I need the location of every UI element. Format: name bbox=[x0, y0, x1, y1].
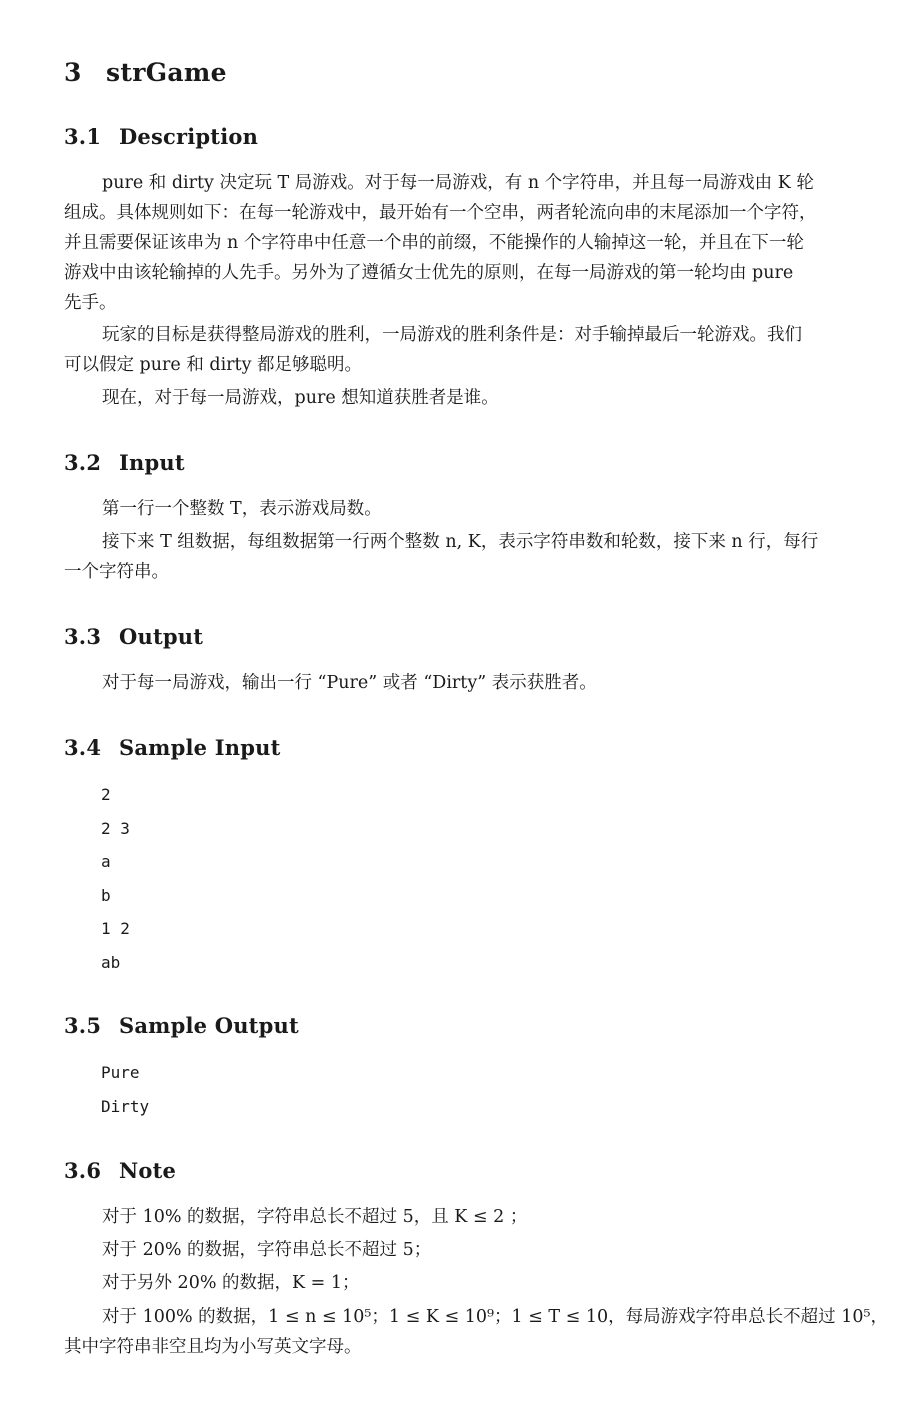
text-line: 一个字符串。 bbox=[64, 562, 169, 582]
description-title: Description bbox=[119, 124, 259, 149]
note-paragraph-4 bbox=[64, 1302, 888, 1362]
note-line-2 bbox=[64, 1235, 856, 1265]
sample-output-title: Sample Output bbox=[119, 1013, 299, 1038]
sample-output-line: Dirty bbox=[101, 1097, 150, 1116]
text-line: 对于 10% 的数据，字符串总长不超过 5，且 K ≤ 2 ； bbox=[102, 1207, 528, 1227]
sample-input-line: 1 2 bbox=[101, 919, 130, 938]
sample-input-line: a bbox=[101, 852, 111, 871]
note-line-3 bbox=[64, 1268, 856, 1298]
input-paragraph-2 bbox=[64, 527, 856, 587]
section-title: strGame bbox=[106, 58, 227, 87]
input-heading bbox=[64, 450, 185, 475]
text-line: 组成。具体规则如下：在每一轮游戏中，最开始有一个空串，两者轮流向串的末尾添加一个字符， bbox=[64, 203, 817, 223]
description-paragraph-1 bbox=[64, 168, 856, 318]
input-number: 3.2 bbox=[64, 450, 102, 475]
section-number: 3 bbox=[64, 58, 82, 87]
text-line: 游戏中由该轮输掉的人先手。另外为了遵循女士优先的原则，在每一局游戏的第一轮均由 pure bbox=[64, 263, 794, 283]
sample-input-title: Sample Input bbox=[119, 735, 281, 760]
description-paragraph-3 bbox=[64, 383, 856, 413]
sample-input-line: 2 3 bbox=[101, 819, 130, 838]
sample-output-line: Pure bbox=[101, 1063, 140, 1082]
description-number: 3.1 bbox=[64, 124, 102, 149]
note-line-1 bbox=[64, 1202, 856, 1232]
text-line: 并且需要保证该串为 n 个字符串中任意一个串的前缀，不能操作的人输掉这一轮，并且在下一轮 bbox=[64, 233, 804, 253]
sample-input-heading bbox=[64, 735, 280, 760]
text-line: 对于 100% 的数据，1 ≤ n ≤ 10⁵；1 ≤ K ≤ 10⁹；1 ≤ T ≤ 10，每局游戏字符串总长不超过 10⁵， bbox=[102, 1307, 888, 1327]
text-line: 第一行一个整数 T，表示游戏局数。 bbox=[102, 499, 382, 519]
text-line: 对于另外 20% 的数据，K = 1； bbox=[102, 1273, 360, 1293]
output-paragraph-1 bbox=[64, 668, 856, 698]
output-title: Output bbox=[119, 624, 204, 649]
sample-output-heading bbox=[64, 1013, 299, 1038]
text-line: 先手。 bbox=[64, 293, 117, 313]
sample-input-line: b bbox=[101, 886, 111, 905]
sample-input-line: 2 bbox=[101, 785, 111, 804]
output-heading bbox=[64, 624, 203, 649]
note-number: 3.6 bbox=[64, 1158, 102, 1183]
input-paragraph-1 bbox=[64, 494, 856, 524]
section-heading bbox=[64, 58, 227, 87]
note-heading bbox=[64, 1158, 176, 1183]
text-line: pure 和 dirty 决定玩 T 局游戏。对于每一局游戏，有 n 个字符串，并且每一局游戏由 K 轮 bbox=[102, 173, 814, 193]
description-paragraph-2 bbox=[64, 320, 856, 380]
sample-output-number: 3.5 bbox=[64, 1013, 102, 1038]
text-line: 现在，对于每一局游戏，pure 想知道获胜者是谁。 bbox=[102, 388, 499, 408]
text-line: 其中字符串非空且均为小写英文字母。 bbox=[64, 1337, 362, 1357]
text-line: 对于 20% 的数据，字符串总长不超过 5； bbox=[102, 1240, 432, 1260]
text-line: 可以假定 pure 和 dirty 都足够聪明。 bbox=[64, 355, 363, 375]
sample-input-number: 3.4 bbox=[64, 735, 102, 760]
input-title: Input bbox=[119, 450, 185, 475]
sample-input-line: ab bbox=[101, 953, 121, 972]
text-line: 对于每一局游戏，输出一行 “Pure” 或者 “Dirty” 表示获胜者。 bbox=[102, 673, 597, 693]
note-title: Note bbox=[119, 1158, 177, 1183]
text-line: 接下来 T 组数据，每组数据第一行两个整数 n, K，表示字符串数和轮数，接下来 n 行，每行 bbox=[102, 532, 819, 552]
text-line: 玩家的目标是获得整局游戏的胜利，一局游戏的胜利条件是：对手输掉最后一轮游戏。我们 bbox=[102, 325, 802, 345]
output-number: 3.3 bbox=[64, 624, 102, 649]
description-heading bbox=[64, 124, 258, 149]
